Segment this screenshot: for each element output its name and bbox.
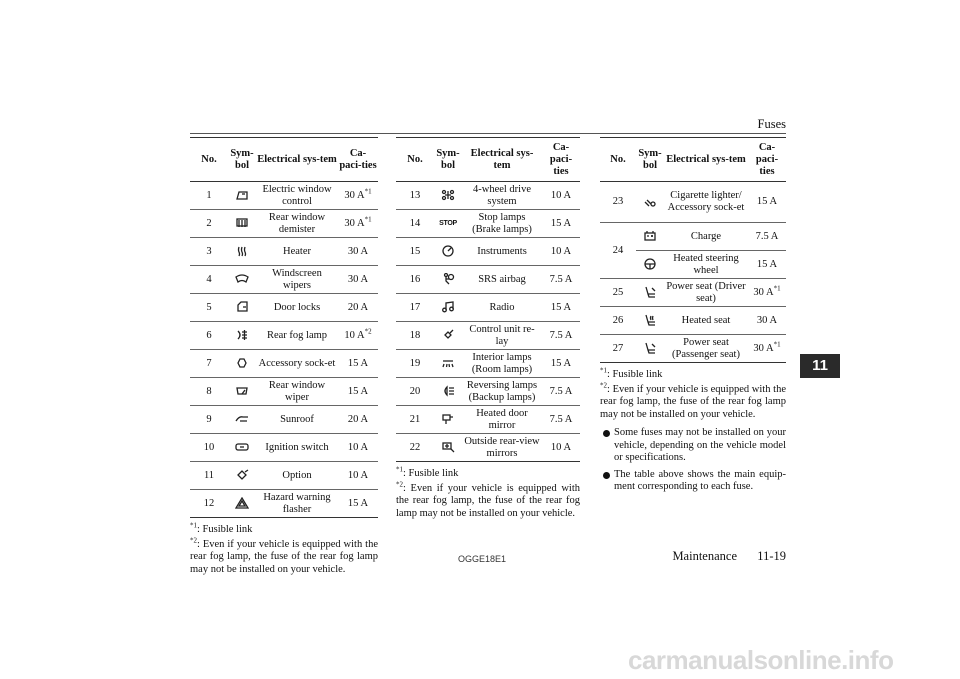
capacity-value: 20 A <box>347 301 369 313</box>
header-no: No. <box>600 138 636 182</box>
footnote: $^{*1}$: Fusible link <box>190 521 253 535</box>
footnote: $^{*1}$: Fusible link <box>600 366 663 380</box>
rear-wiper-icon <box>235 385 249 397</box>
power-window-icon <box>235 189 249 201</box>
outside-mirror-icon <box>441 441 455 453</box>
capacity-value: 15 A <box>347 385 369 397</box>
system-name: Rear window demister <box>256 210 338 238</box>
instruments-icon <box>441 245 455 257</box>
table-row <box>190 238 378 266</box>
table-row <box>396 210 580 238</box>
system-name: Ignition switch <box>256 434 338 462</box>
fuse-number: 2 <box>190 210 228 238</box>
capacity-value: 10 A <box>347 441 369 453</box>
document-code: OGGE18E1 <box>458 554 507 564</box>
list-item: Some fuses may not be installed on your vehicle, depending on the vehicle model or specifications. <box>600 427 786 465</box>
header-system: Electrical sys-tem <box>664 138 748 182</box>
system-name: Electric window control <box>256 182 338 210</box>
system-name: Heated door mirror <box>462 406 542 434</box>
system-name: Heated steering wheel <box>664 251 748 279</box>
system-name: Reversing lamps (Backup lamps) <box>462 378 542 406</box>
fuse-number: 10 <box>190 434 228 462</box>
stop-lamp-icon: STOP <box>434 210 462 238</box>
fuse-number: 5 <box>190 294 228 322</box>
system-name: Accessory sock-et <box>256 350 338 378</box>
header-system: Electrical sys-tem <box>256 138 338 182</box>
fuse-table-column-3 <box>600 137 786 498</box>
srs-airbag-icon <box>441 273 455 285</box>
capacity-value: 30 A <box>756 314 778 326</box>
system-name: Option <box>256 462 338 490</box>
table-row <box>396 266 580 294</box>
power-seat-passenger-icon <box>643 342 657 354</box>
system-name: Power seat (Passenger seat) <box>664 335 748 363</box>
table-row <box>190 294 378 322</box>
fuse-table-1 <box>190 137 378 518</box>
charge-icon <box>643 230 657 242</box>
fuse-number: 19 <box>396 350 434 378</box>
table-row <box>600 279 786 307</box>
capacity-value: 30 A <box>347 273 369 285</box>
table-row <box>190 350 378 378</box>
fuse-number: 1 <box>190 182 228 210</box>
system-name: Heater <box>256 238 338 266</box>
heated-mirror-icon <box>441 413 455 425</box>
system-name: Power seat (Driver seat) <box>664 279 748 307</box>
table-row <box>190 182 378 210</box>
header-system: Electrical sys-tem <box>462 138 542 182</box>
table-row <box>190 266 378 294</box>
rear-defogger-icon <box>235 217 249 229</box>
fuse-number: 23 <box>600 182 636 223</box>
system-name: Windscreen wipers <box>256 266 338 294</box>
footnotes <box>396 465 580 520</box>
system-name: Stop lamps (Brake lamps) <box>462 210 542 238</box>
system-name: Outside rear-view mirrors <box>462 434 542 462</box>
footnote-ref: *1 <box>364 215 372 223</box>
section-title: Fuses <box>757 117 786 131</box>
fuse-table-column-2 <box>396 137 580 522</box>
table-row <box>396 406 580 434</box>
table-row <box>190 490 378 518</box>
heated-steering-icon <box>643 258 657 270</box>
system-name: Control unit re-lay <box>462 322 542 350</box>
footnote: $^{*1}$: Fusible link <box>396 465 459 479</box>
fuse-table-column-1 <box>190 137 378 578</box>
footnote: $^{*2}$: Even if your vehicle is equipped with the rear fog lamp, the fuse of the rear fog lamp may not be installed on your vehicle. <box>600 381 786 420</box>
system-name: Heated seat <box>664 307 748 335</box>
table-row <box>396 322 580 350</box>
fuse-number: 21 <box>396 406 434 434</box>
rear-fog-lamp-icon <box>235 329 249 341</box>
interior-lamp-icon <box>441 357 455 369</box>
table-row <box>190 462 378 490</box>
heated-seat-icon <box>643 314 657 326</box>
capacity-value: 10 A <box>550 245 572 257</box>
header-capacity: Ca-paci-ties <box>338 138 378 182</box>
fuse-number: 27 <box>600 335 636 363</box>
table-row <box>396 350 580 378</box>
capacity-value: 10 A <box>550 189 572 201</box>
table-row <box>396 294 580 322</box>
watermark: carmanualsonline.info <box>628 645 894 675</box>
footnote-ref: *1 <box>773 284 781 292</box>
capacity-value: 15 A <box>550 301 572 313</box>
system-name: Cigarette lighter/ Accessory sock-et <box>664 182 748 223</box>
fuse-number: 13 <box>396 182 434 210</box>
footer-section-name: Maintenance <box>672 549 737 563</box>
table-row <box>190 378 378 406</box>
list-item: The table above shows the main equip-ment corresponding to each fuse. <box>600 469 786 494</box>
system-name: Interior lamps (Room lamps) <box>462 350 542 378</box>
header-symbol: Sym-bol <box>228 138 256 182</box>
table-row <box>396 238 580 266</box>
capacity-value: 30 A <box>344 217 365 229</box>
accessory-socket-icon <box>235 357 249 369</box>
fuse-number: 12 <box>190 490 228 518</box>
power-seat-icon <box>643 286 657 298</box>
system-name: SRS airbag <box>462 266 542 294</box>
wiper-icon <box>235 273 249 285</box>
option-icon <box>235 469 249 481</box>
system-name: Charge <box>664 223 748 251</box>
fuse-table-3 <box>600 137 786 363</box>
fuse-table-2 <box>396 137 580 462</box>
system-name: Rear window wiper <box>256 378 338 406</box>
fuse-number: 14 <box>396 210 434 238</box>
footnotes <box>600 366 786 494</box>
notes-list <box>600 427 786 494</box>
capacity-value: 20 A <box>347 413 369 425</box>
door-lock-icon <box>235 301 249 313</box>
capacity-value: 15 A <box>756 196 778 207</box>
ignition-switch-icon <box>235 441 249 453</box>
heater-icon <box>235 245 249 257</box>
system-name: 4-wheel drive system <box>462 182 542 210</box>
fuse-number: 3 <box>190 238 228 266</box>
fuse-number: 26 <box>600 307 636 335</box>
cigarette-lighter-icon <box>643 196 657 208</box>
radio-icon <box>441 301 455 313</box>
fuse-number: 6 <box>190 322 228 350</box>
fuse-number: 25 <box>600 279 636 307</box>
fuse-number: 7 <box>190 350 228 378</box>
sunroof-icon <box>235 413 249 425</box>
table-row <box>190 434 378 462</box>
footnote-ref: *1 <box>364 187 372 195</box>
footnote-ref: *1 <box>773 340 781 348</box>
chapter-tab[interactable]: 11 <box>800 354 840 378</box>
table-row <box>396 378 580 406</box>
header-capacity: Ca-paci-ties <box>542 138 580 182</box>
fuse-number: 20 <box>396 378 434 406</box>
table-row <box>600 182 786 223</box>
system-name: Radio <box>462 294 542 322</box>
header-no: No. <box>190 138 228 182</box>
footnotes <box>190 521 378 576</box>
table-row <box>600 223 786 251</box>
fuse-number: 18 <box>396 322 434 350</box>
capacity-value: 30 A <box>344 189 365 201</box>
fuse-number: 22 <box>396 434 434 462</box>
capacity-value: 30 A <box>753 342 774 354</box>
capacity-value: 7.5 A <box>755 230 779 242</box>
capacity-value: 7.5 A <box>549 273 573 285</box>
table-row <box>600 335 786 363</box>
header-divider <box>190 133 786 134</box>
capacity-value: 10 A <box>550 441 572 453</box>
control-unit-relay-icon <box>441 329 455 341</box>
capacity-value: 15 A <box>756 258 778 270</box>
table-row <box>190 406 378 434</box>
four-wheel-drive-icon <box>441 189 455 201</box>
hazard-warning-icon <box>235 497 249 509</box>
table-row <box>396 182 580 210</box>
capacity-value: 30 A <box>347 245 369 257</box>
table-row <box>396 434 580 462</box>
capacity-value: 10 A <box>344 329 365 341</box>
capacity-value: 10 A <box>347 469 369 481</box>
capacity-value: 7.5 A <box>549 385 573 397</box>
capacity-value: 15 A <box>347 357 369 369</box>
footnote-ref: *2 <box>364 327 372 335</box>
capacity-value: 7.5 A <box>549 329 573 341</box>
fuse-number: 9 <box>190 406 228 434</box>
fuse-number: 16 <box>396 266 434 294</box>
system-name: Hazard warning flasher <box>256 490 338 518</box>
table-row <box>600 307 786 335</box>
footnote: $^{*2}$: Even if your vehicle is equipped with the rear fog lamp, the fuse of the rear fog lamp may not be installed on your vehicle. <box>190 536 378 575</box>
fuse-number: 24 <box>600 223 636 279</box>
fuse-number: 8 <box>190 378 228 406</box>
capacity-value: 7.5 A <box>549 413 573 425</box>
reversing-lamp-icon <box>441 385 455 397</box>
footnote: $^{*2}$: Even if your vehicle is equipped with the rear fog lamp, the fuse of the rear fog lamp may not be installed on your vehicle. <box>396 480 580 519</box>
fuse-number: 17 <box>396 294 434 322</box>
fuse-number: 15 <box>396 238 434 266</box>
fuse-number: 4 <box>190 266 228 294</box>
header-symbol: Sym-bol <box>636 138 664 182</box>
capacity-value: 15 A <box>550 357 572 369</box>
system-name: Rear fog lamp <box>256 322 338 350</box>
fuse-number: 11 <box>190 462 228 490</box>
page-number: 11-19 <box>757 549 786 563</box>
system-name: Door locks <box>256 294 338 322</box>
capacity-value: 15 A <box>347 497 369 509</box>
capacity-value: 15 A <box>550 217 572 229</box>
header-capacity: Ca-paci-ties <box>748 138 786 182</box>
header-no: No. <box>396 138 434 182</box>
table-row <box>190 210 378 238</box>
system-name: Instruments <box>462 238 542 266</box>
header-symbol: Sym-bol <box>434 138 462 182</box>
table-row <box>190 322 378 350</box>
system-name: Sunroof <box>256 406 338 434</box>
capacity-value: 30 A <box>753 286 774 298</box>
